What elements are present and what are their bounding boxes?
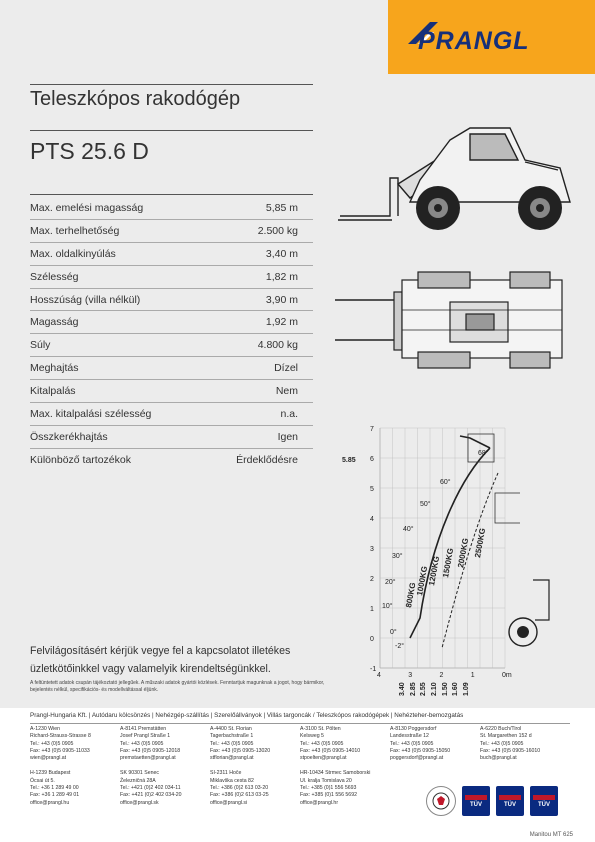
tuv-badge-icon [530,786,558,816]
load-label: 2500KG [473,527,488,559]
angle-label: 0° [390,629,397,636]
spec-row [30,426,313,449]
spec-row [30,289,313,312]
y-tick-label: 3 [370,546,374,553]
spec-label: Max. oldalkinyúlás [30,247,116,260]
office-line: Fax: +421 (0)2 402 034-20 [120,792,182,799]
brand-header [388,0,595,74]
spec-row [30,357,313,380]
distance-label: 1.60 [452,682,459,696]
office-line: Tel.: +421 (0)2 402 034-11 [120,785,181,792]
office-line: Tel.: +36 1 289 49 00 [30,785,79,792]
machine-top-view-illustration [330,270,580,375]
office-address [210,770,300,806]
spec-label: Magasság [30,316,79,329]
angle-label: 10° [382,603,393,610]
office-line: A-1230 Wien [30,726,60,732]
distance-label: 2.55 [420,682,427,696]
spec-value: 2.500 kg [257,224,298,237]
office-line: SI-2311 Hoče [210,770,242,777]
spec-value: 1,92 m [265,316,298,329]
spec-label: Max. emelési magasság [30,202,144,214]
angle-label: 40° [403,526,414,533]
spec-table [30,197,313,472]
spec-value: Nem [275,385,298,398]
load-label: 1000KG [415,565,430,597]
footer-services: Prangl-Hungaria Kft. | Autódaru kölcsönzés | Nehézgép-szállítás | Szerelőállványok | Villás targoncák / Teleszkópos rakodógépek | Nehézteher-bemozgatás [30,712,570,724]
office-email[interactable]: buch@prangl.at [480,755,517,762]
distance-label: 3.40 [399,682,406,696]
rear-wheel [518,186,562,230]
office-line: Fax: +36 1 289 49 01 [30,792,80,799]
office-email[interactable]: poggersdorf@prangl.at [390,755,444,762]
y-tick-label: 5 [370,486,374,493]
machine-side-view-illustration [330,120,580,235]
y-tick-label: 6 [370,456,374,463]
load-label: 1200KG [427,555,442,587]
office-line: Richard-Strauss-Strasse 8 [30,733,91,740]
office-line: SK 90301 Senec [120,770,159,777]
spec-value: n.a. [280,408,298,421]
distance-label: 2.85 [410,682,417,696]
office-address [390,726,480,762]
spec-row [30,380,313,403]
certification-badges [426,786,558,816]
office-line: Tel.: +43 (0)5 0905 [30,740,74,747]
title-divider [30,194,313,195]
spec-value: 5,85 m [265,202,298,214]
office-email[interactable]: stpoelten@prangl.at [300,755,347,762]
spec-row [30,403,313,426]
spec-value: 3,40 m [265,247,298,260]
spec-row [30,197,313,220]
spec-value: Érdeklődésre [236,453,298,466]
spec-label: Max. terhelhetőség [30,224,120,237]
office-address [30,770,120,806]
office-line: Fax: +43 (0)5 0905-13020 [210,747,271,754]
y-tick-label: -1 [370,666,377,673]
tuv-badge-icon [496,786,524,816]
x-tick-label: 2 [439,672,444,679]
front-wheel [416,186,460,230]
product-model: PTS 25.6 D [30,138,149,164]
badge-label: TÜV [504,801,516,808]
office-line: Josef Prangl Straße 1 [120,733,171,740]
spec-row [30,266,313,289]
office-email[interactable]: premstaetten@prangl.at [120,755,176,762]
office-line: Tel.: +43 (0)5 0905 [210,740,254,747]
load-chart [340,418,520,698]
spec-label: Max. kitalpalási szélesség [30,408,152,421]
x-tick-label: 0m [502,672,512,679]
spec-row [30,311,313,334]
chart-machine-front-icon [505,570,555,650]
angle-label: 20° [385,579,396,586]
office-line: A-3100 St. Pölten [300,726,341,732]
y-tick-label: 4 [370,516,374,523]
product-category: Teleszkópos rakodógép [30,88,241,110]
office-email[interactable]: office@prangl.si [210,799,248,806]
spec-label: Különböző tartozékok [30,453,131,466]
load-label: 800KG [404,581,418,609]
title-divider [30,84,313,85]
office-email[interactable]: stflorian@prangl.at [210,755,254,762]
office-line: A-6220 Buch/Tirol [480,726,522,732]
office-line: HR-10434 Strmec Samoborski [300,770,371,777]
office-line: Tel.: +43 (0)5 0905 [390,740,434,747]
angle-label: 50° [420,501,431,508]
office-line: Tel.: +43 (0)5 0905 [480,740,524,747]
office-email[interactable]: wien@prangl.at [30,755,67,762]
office-address [210,726,300,762]
office-line: Fax: +386 (0)2 613 03-25 [210,792,269,799]
spec-label: Szélesség [30,270,79,283]
office-email[interactable]: office@prangl.hu [30,799,70,806]
angle-label: 60° [440,479,451,486]
distance-label: 1.50 [442,682,449,696]
office-line: Fax: +43 (0)5 0905-12018 [120,747,181,754]
office-line: H-1239 Budapest [30,770,71,777]
office-line: Fax: +43 (0)5 0905-11033 [30,747,90,754]
spec-row [30,220,313,243]
office-email[interactable]: office@prangl.hr [300,799,339,806]
office-line: Tel.: +386 (0)2 613 03-20 [210,785,269,792]
office-line: Tel.: +43 (0)5 0905 [120,740,164,747]
load-label: 2000KG [456,537,471,569]
distance-label: 2.10 [431,682,438,696]
office-line: Landesstraße 12 [390,733,429,740]
badge-label: TÜV [470,801,482,808]
office-line: Ócsai út 5. [30,777,55,784]
office-line: A-4400 St. Florian [210,726,252,732]
model-reference: Manitou MT 625 [529,832,573,838]
y-tick-label: 0 [370,636,374,643]
spec-value: Dízel [274,362,298,375]
y-tick-label: 1 [370,606,374,613]
office-line: Fax: +43 (0)5 0905-15050 [390,747,451,754]
spec-label: Meghajtás [30,362,79,375]
angle-label: -2° [395,643,405,650]
spec-row [30,449,313,472]
office-line: Fax: +43 (0)5 0905-14010 [300,747,361,754]
office-line: Ul. kralja Tomislava 20 [300,777,352,784]
office-line: A-8130 Poggersdorf [390,726,437,732]
office-line: Železničná 28A [120,777,156,784]
spec-value: 1,82 m [265,270,298,283]
office-address [120,726,210,762]
x-tick-label: 3 [408,672,413,679]
office-line: Fax: +43 (0)5 0905-16010 [480,747,541,754]
office-address [30,726,120,762]
office-address [120,770,210,806]
spec-row [30,243,313,266]
y-tick-label: 7 [370,426,374,433]
spec-value: 4.800 kg [257,339,298,352]
spec-label: Súly [30,339,51,352]
office-email[interactable]: office@prangl.sk [120,799,159,806]
spec-label: Hosszúság (villa nélkül) [30,293,141,306]
office-address [480,726,570,762]
title-divider [30,130,313,131]
spec-label: Összkerékhajtás [30,430,108,443]
spec-value: 3,90 m [265,293,298,306]
disclaimer-text: A feltüntetett adatok csupán tájékoztató jellegűek. A műszaki adatok gyártói közlések. Fenntartjuk magunknak a jogot, hogy bármikor, bejelentés nélkül, specifikációs- és modellváltással éljünk. [30,680,325,693]
angle-label: 30° [392,553,403,560]
office-line: St. Margarethen 152 d [480,733,532,740]
eagle-seal-icon [426,786,456,816]
office-line: Fax: +385 (0)1 556 5692 [300,792,357,799]
load-label: 1500KG [441,547,456,579]
brand-logo-text: PRANGL [418,27,530,55]
spec-label: Kitalpalás [30,385,76,398]
angle-label: 68° [478,450,489,457]
office-line: Tel.: +43 (0)5 0905 [300,740,344,747]
contact-note: Felvilágosításért kérjük vegye fel a kapcsolatot illetékes üzletkötőinkkel vagy valamelyik kirendeltségünkkel. [30,645,291,675]
x-tick-label: 1 [470,672,475,679]
max-height-label: 5.85 [342,457,356,464]
spec-row [30,334,313,357]
office-line: A-8141 Premstätten [120,726,167,732]
office-address [300,770,390,806]
office-line: Miklavška cesta 82 [210,777,254,784]
y-tick-label: 2 [370,576,374,583]
x-tick-label: 4 [377,672,381,679]
office-line: Tel.: +385 (0)1 556 5693 [300,785,357,792]
office-line: Tagerbachstraße 1 [210,733,254,740]
distance-label: 1.09 [463,682,470,696]
office-line: Kelsweg 5 [300,733,324,740]
office-address [300,726,390,762]
badge-label: TÜV [538,801,550,808]
spec-value: Igen [277,430,298,443]
tuv-badge-icon [462,786,490,816]
